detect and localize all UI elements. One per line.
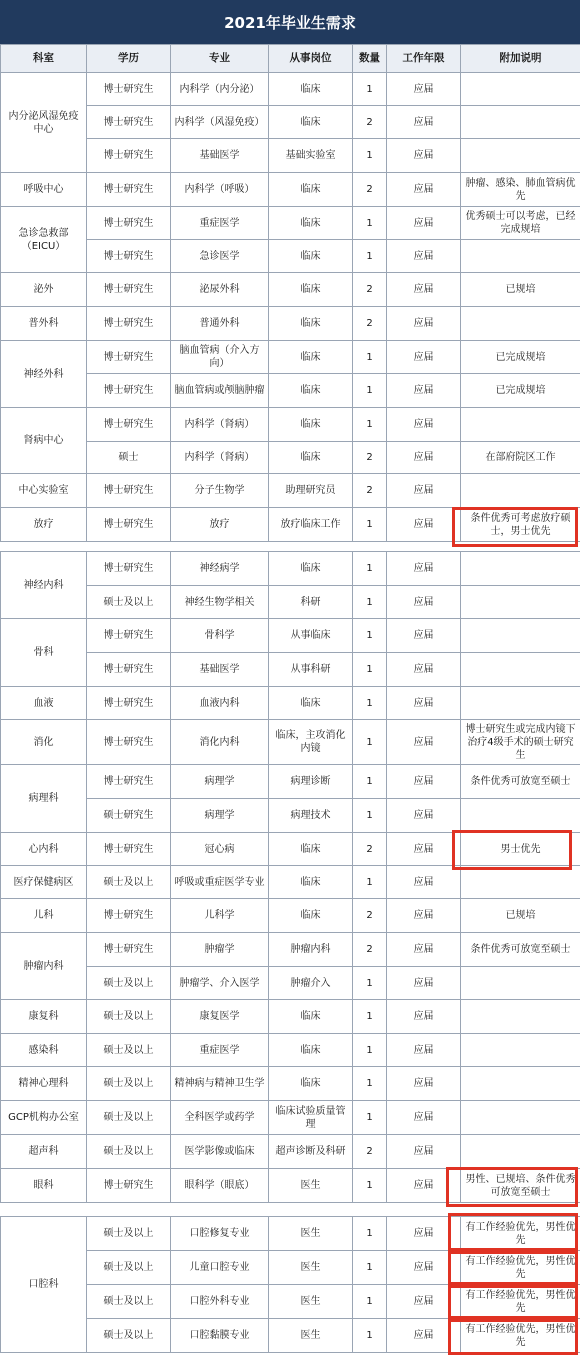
major-cell: 口腔黏膜专业 bbox=[171, 1319, 269, 1353]
position-cell: 临床 bbox=[269, 866, 353, 899]
table-section-3 bbox=[0, 1216, 580, 1353]
dept-cell: 内分泌风湿免疫中心 bbox=[1, 73, 87, 173]
count-cell: 1 bbox=[353, 586, 387, 619]
major-header: 专业 bbox=[171, 45, 269, 73]
table-row bbox=[1, 508, 580, 542]
experience-cell: 应届 bbox=[387, 967, 461, 1000]
count-cell: 1 bbox=[353, 240, 387, 273]
dept-cell: 放疗 bbox=[1, 508, 87, 542]
table-row bbox=[1, 408, 580, 442]
notes-cell: 有工作经验优先，男性优先 bbox=[461, 1285, 580, 1319]
count-cell: 2 bbox=[353, 273, 387, 307]
position-cell: 放疗临床工作 bbox=[269, 508, 353, 542]
position-cell: 医生 bbox=[269, 1285, 353, 1319]
table-row bbox=[1, 687, 580, 720]
count-cell: 1 bbox=[353, 508, 387, 542]
notes-cell bbox=[461, 1034, 580, 1067]
notes-cell: 条件优秀可放宽至硕士 bbox=[461, 933, 580, 967]
count-cell: 1 bbox=[353, 207, 387, 240]
count-cell: 1 bbox=[353, 720, 387, 765]
notes-cell: 肿瘤、感染、肺血管病优先 bbox=[461, 173, 580, 207]
major-cell: 神经病学 bbox=[171, 552, 269, 586]
experience-cell: 应届 bbox=[387, 474, 461, 508]
position-cell: 肿瘤介入 bbox=[269, 967, 353, 1000]
notes-cell: 有工作经验优先，男性优先 bbox=[461, 1319, 580, 1353]
degree-cell: 博士研究生 bbox=[87, 619, 171, 653]
experience-cell: 应届 bbox=[387, 1135, 461, 1169]
count-cell: 1 bbox=[353, 552, 387, 586]
table-row bbox=[1, 552, 580, 586]
table-row bbox=[1, 933, 580, 967]
position-cell: 临床 bbox=[269, 374, 353, 408]
degree-cell: 博士研究生 bbox=[87, 139, 171, 173]
notes-cell bbox=[461, 552, 580, 586]
experience-cell: 应届 bbox=[387, 1285, 461, 1319]
dept-cell: 医疗保健病区 bbox=[1, 866, 87, 899]
major-cell: 医学影像或临床 bbox=[171, 1135, 269, 1169]
position-cell: 医生 bbox=[269, 1169, 353, 1203]
dept-header: 科室 bbox=[1, 45, 87, 73]
notes-cell: 已规培 bbox=[461, 273, 580, 307]
degree-cell: 博士研究生 bbox=[87, 653, 171, 687]
degree-cell: 博士研究生 bbox=[87, 173, 171, 207]
degree-cell: 博士研究生 bbox=[87, 720, 171, 765]
degree-cell: 博士研究生 bbox=[87, 207, 171, 240]
table-row bbox=[1, 1319, 580, 1353]
count-cell: 2 bbox=[353, 173, 387, 207]
dept-cell: 神经外科 bbox=[1, 341, 87, 408]
count-cell: 1 bbox=[353, 765, 387, 799]
table-row bbox=[1, 1000, 580, 1034]
count-cell: 1 bbox=[353, 341, 387, 374]
major-cell: 病理学 bbox=[171, 799, 269, 833]
notes-cell bbox=[461, 307, 580, 341]
degree-cell: 博士研究生 bbox=[87, 508, 171, 542]
notes-cell bbox=[461, 653, 580, 687]
table-row bbox=[1, 207, 580, 240]
table-row bbox=[1, 273, 580, 307]
experience-cell: 应届 bbox=[387, 307, 461, 341]
position-cell: 临床试验质量管理 bbox=[269, 1101, 353, 1135]
major-cell: 内科学（内分泌） bbox=[171, 73, 269, 106]
count-cell: 1 bbox=[353, 73, 387, 106]
experience-cell: 应届 bbox=[387, 1169, 461, 1203]
major-cell: 全科医学或药学 bbox=[171, 1101, 269, 1135]
experience-cell: 应届 bbox=[387, 341, 461, 374]
count-cell: 1 bbox=[353, 1101, 387, 1135]
table-row bbox=[1, 1101, 580, 1135]
table-header-row bbox=[1, 45, 580, 73]
notes-cell: 条件优秀可考虑放疗硕士，男士优先 bbox=[461, 508, 580, 542]
dept-cell: 泌外 bbox=[1, 273, 87, 307]
experience-cell: 应届 bbox=[387, 1319, 461, 1353]
degree-cell: 博士研究生 bbox=[87, 106, 171, 139]
notes-cell bbox=[461, 866, 580, 899]
table-row bbox=[1, 799, 580, 833]
major-cell: 肿瘤学、介入医学 bbox=[171, 967, 269, 1000]
notes-cell: 男性、已规培、条件优秀可放宽至硕士 bbox=[461, 1169, 580, 1203]
experience-cell: 应届 bbox=[387, 1101, 461, 1135]
count-cell: 2 bbox=[353, 307, 387, 341]
position-cell: 病理技术 bbox=[269, 799, 353, 833]
position-cell: 临床 bbox=[269, 833, 353, 866]
major-cell: 肿瘤学 bbox=[171, 933, 269, 967]
count-cell: 2 bbox=[353, 933, 387, 967]
position-cell: 临床，主攻消化内镜 bbox=[269, 720, 353, 765]
position-cell: 临床 bbox=[269, 899, 353, 933]
experience-cell: 应届 bbox=[387, 899, 461, 933]
major-cell: 呼吸或重症医学专业 bbox=[171, 866, 269, 899]
dept-cell: 呼吸中心 bbox=[1, 173, 87, 207]
position-cell: 医生 bbox=[269, 1251, 353, 1285]
experience-cell: 应届 bbox=[387, 106, 461, 139]
major-cell: 儿科学 bbox=[171, 899, 269, 933]
table-row bbox=[1, 240, 580, 273]
dept-cell: 急诊急救部（EICU） bbox=[1, 207, 87, 273]
dept-cell: 心内科 bbox=[1, 833, 87, 866]
dept-cell: 感染科 bbox=[1, 1034, 87, 1067]
count-cell: 1 bbox=[353, 653, 387, 687]
experience-cell: 应届 bbox=[387, 552, 461, 586]
notes-cell bbox=[461, 139, 580, 173]
position-cell: 临床 bbox=[269, 1067, 353, 1101]
experience-cell: 应届 bbox=[387, 273, 461, 307]
degree-cell: 博士研究生 bbox=[87, 933, 171, 967]
position-cell: 从事科研 bbox=[269, 653, 353, 687]
degree-cell: 硕士及以上 bbox=[87, 967, 171, 1000]
degree-header: 学历 bbox=[87, 45, 171, 73]
experience-cell: 应届 bbox=[387, 1034, 461, 1067]
major-cell: 口腔外科专业 bbox=[171, 1285, 269, 1319]
major-cell: 基础医学 bbox=[171, 139, 269, 173]
position-cell: 从事临床 bbox=[269, 619, 353, 653]
position-header: 从事岗位 bbox=[269, 45, 353, 73]
degree-cell: 博士研究生 bbox=[87, 899, 171, 933]
experience-cell: 应届 bbox=[387, 1251, 461, 1285]
notes-cell: 优秀硕士可以考虑，已经完成规培 bbox=[461, 207, 580, 240]
notes-cell: 已完成规培 bbox=[461, 341, 580, 374]
major-cell: 血液内科 bbox=[171, 687, 269, 720]
experience-cell: 应届 bbox=[387, 508, 461, 542]
notes-cell: 有工作经验优先，男性优先 bbox=[461, 1217, 580, 1251]
degree-cell: 硕士及以上 bbox=[87, 1251, 171, 1285]
table-row bbox=[1, 106, 580, 139]
notes-cell bbox=[461, 687, 580, 720]
count-cell: 1 bbox=[353, 866, 387, 899]
degree-cell: 博士研究生 bbox=[87, 552, 171, 586]
degree-cell: 博士研究生 bbox=[87, 474, 171, 508]
experience-cell: 应届 bbox=[387, 653, 461, 687]
position-cell: 临床 bbox=[269, 240, 353, 273]
notes-header: 附加说明 bbox=[461, 45, 580, 73]
major-cell: 脑血管病（介入方向） bbox=[171, 341, 269, 374]
count-cell: 1 bbox=[353, 1034, 387, 1067]
count-cell: 1 bbox=[353, 1000, 387, 1034]
dept-cell: 超声科 bbox=[1, 1135, 87, 1169]
table-row bbox=[1, 1251, 580, 1285]
table-row bbox=[1, 139, 580, 173]
experience-cell: 应届 bbox=[387, 139, 461, 173]
table-section-2 bbox=[0, 551, 580, 1203]
dept-cell: 康复科 bbox=[1, 1000, 87, 1034]
notes-cell bbox=[461, 1135, 580, 1169]
experience-cell: 应届 bbox=[387, 374, 461, 408]
major-cell: 病理学 bbox=[171, 765, 269, 799]
major-cell: 冠心病 bbox=[171, 833, 269, 866]
notes-cell: 男士优先 bbox=[461, 833, 580, 866]
count-header: 数量 bbox=[353, 45, 387, 73]
degree-cell: 博士研究生 bbox=[87, 408, 171, 442]
dept-cell: 神经内科 bbox=[1, 552, 87, 619]
count-cell: 1 bbox=[353, 687, 387, 720]
major-cell: 基础医学 bbox=[171, 653, 269, 687]
position-cell: 临床 bbox=[269, 408, 353, 442]
major-cell: 重症医学 bbox=[171, 207, 269, 240]
degree-cell: 博士研究生 bbox=[87, 307, 171, 341]
degree-cell: 博士研究生 bbox=[87, 341, 171, 374]
table-row bbox=[1, 341, 580, 374]
count-cell: 1 bbox=[353, 967, 387, 1000]
degree-cell: 硕士及以上 bbox=[87, 1034, 171, 1067]
degree-cell: 硕士研究生 bbox=[87, 799, 171, 833]
major-cell: 精神病与精神卫生学 bbox=[171, 1067, 269, 1101]
major-cell: 分子生物学 bbox=[171, 474, 269, 508]
major-cell: 内科学（呼吸） bbox=[171, 173, 269, 207]
major-cell: 儿童口腔专业 bbox=[171, 1251, 269, 1285]
degree-cell: 硕士 bbox=[87, 442, 171, 474]
degree-cell: 博士研究生 bbox=[87, 765, 171, 799]
notes-cell bbox=[461, 106, 580, 139]
position-cell: 病理诊断 bbox=[269, 765, 353, 799]
experience-cell: 应届 bbox=[387, 765, 461, 799]
dept-cell: GCP机构办公室 bbox=[1, 1101, 87, 1135]
count-cell: 1 bbox=[353, 1285, 387, 1319]
table-row bbox=[1, 307, 580, 341]
count-cell: 1 bbox=[353, 1067, 387, 1101]
major-cell: 普通外科 bbox=[171, 307, 269, 341]
table-row bbox=[1, 1217, 580, 1251]
table-row bbox=[1, 474, 580, 508]
major-cell: 脑血管病或颅脑肿瘤 bbox=[171, 374, 269, 408]
major-cell: 消化内科 bbox=[171, 720, 269, 765]
experience-header: 工作年限 bbox=[387, 45, 461, 73]
table-row bbox=[1, 173, 580, 207]
count-cell: 2 bbox=[353, 106, 387, 139]
table-row bbox=[1, 866, 580, 899]
experience-cell: 应届 bbox=[387, 408, 461, 442]
experience-cell: 应届 bbox=[387, 720, 461, 765]
position-cell: 基础实验室 bbox=[269, 139, 353, 173]
experience-cell: 应届 bbox=[387, 933, 461, 967]
position-cell: 临床 bbox=[269, 207, 353, 240]
table-section-1 bbox=[0, 44, 580, 542]
degree-cell: 硕士及以上 bbox=[87, 1000, 171, 1034]
experience-cell: 应届 bbox=[387, 207, 461, 240]
position-cell: 医生 bbox=[269, 1319, 353, 1353]
major-cell: 骨科学 bbox=[171, 619, 269, 653]
notes-cell: 已规培 bbox=[461, 899, 580, 933]
dept-cell: 消化 bbox=[1, 720, 87, 765]
count-cell: 1 bbox=[353, 374, 387, 408]
major-cell: 口腔修复专业 bbox=[171, 1217, 269, 1251]
degree-cell: 硕士及以上 bbox=[87, 1067, 171, 1101]
position-cell: 临床 bbox=[269, 442, 353, 474]
experience-cell: 应届 bbox=[387, 173, 461, 207]
dept-cell: 口腔科 bbox=[1, 1217, 87, 1353]
major-cell: 急诊医学 bbox=[171, 240, 269, 273]
position-cell: 临床 bbox=[269, 1034, 353, 1067]
table-row bbox=[1, 1067, 580, 1101]
position-cell: 超声诊断及科研 bbox=[269, 1135, 353, 1169]
position-cell: 科研 bbox=[269, 586, 353, 619]
position-cell: 临床 bbox=[269, 687, 353, 720]
notes-cell bbox=[461, 1101, 580, 1135]
position-cell: 临床 bbox=[269, 1000, 353, 1034]
experience-cell: 应届 bbox=[387, 833, 461, 866]
count-cell: 1 bbox=[353, 139, 387, 173]
position-cell: 临床 bbox=[269, 106, 353, 139]
notes-cell bbox=[461, 1067, 580, 1101]
major-cell: 眼科学（眼底） bbox=[171, 1169, 269, 1203]
notes-cell: 有工作经验优先，男性优先 bbox=[461, 1251, 580, 1285]
degree-cell: 博士研究生 bbox=[87, 1169, 171, 1203]
table-row bbox=[1, 720, 580, 765]
table-row bbox=[1, 1034, 580, 1067]
experience-cell: 应届 bbox=[387, 442, 461, 474]
degree-cell: 硕士及以上 bbox=[87, 866, 171, 899]
experience-cell: 应届 bbox=[387, 1217, 461, 1251]
table-row bbox=[1, 586, 580, 619]
degree-cell: 硕士及以上 bbox=[87, 1319, 171, 1353]
count-cell: 2 bbox=[353, 1135, 387, 1169]
table-row bbox=[1, 899, 580, 933]
dept-cell: 病理科 bbox=[1, 765, 87, 833]
notes-cell bbox=[461, 73, 580, 106]
notes-cell: 已完成规培 bbox=[461, 374, 580, 408]
notes-cell: 博士研究生或完成内镜下治疗4级手术的硕士研究生 bbox=[461, 720, 580, 765]
dept-cell: 肾病中心 bbox=[1, 408, 87, 474]
experience-cell: 应届 bbox=[387, 799, 461, 833]
degree-cell: 硕士及以上 bbox=[87, 1285, 171, 1319]
dept-cell: 中心实验室 bbox=[1, 474, 87, 508]
position-cell: 肿瘤内科 bbox=[269, 933, 353, 967]
notes-cell bbox=[461, 586, 580, 619]
table-row bbox=[1, 374, 580, 408]
count-cell: 1 bbox=[353, 619, 387, 653]
count-cell: 1 bbox=[353, 1319, 387, 1353]
notes-cell: 条件优秀可放宽至硕士 bbox=[461, 765, 580, 799]
dept-cell: 普外科 bbox=[1, 307, 87, 341]
degree-cell: 博士研究生 bbox=[87, 687, 171, 720]
degree-cell: 博士研究生 bbox=[87, 374, 171, 408]
count-cell: 1 bbox=[353, 1217, 387, 1251]
dept-cell: 精神心理科 bbox=[1, 1067, 87, 1101]
notes-cell bbox=[461, 474, 580, 508]
table-row bbox=[1, 833, 580, 866]
degree-cell: 硕士及以上 bbox=[87, 1135, 171, 1169]
major-cell: 放疗 bbox=[171, 508, 269, 542]
position-cell: 医生 bbox=[269, 1217, 353, 1251]
dept-cell: 骨科 bbox=[1, 619, 87, 687]
table-row bbox=[1, 765, 580, 799]
degree-cell: 博士研究生 bbox=[87, 240, 171, 273]
notes-cell: 在部府院区工作 bbox=[461, 442, 580, 474]
experience-cell: 应届 bbox=[387, 240, 461, 273]
position-cell: 临床 bbox=[269, 273, 353, 307]
count-cell: 1 bbox=[353, 1169, 387, 1203]
notes-cell bbox=[461, 799, 580, 833]
degree-cell: 博士研究生 bbox=[87, 73, 171, 106]
major-cell: 内科学（肾病） bbox=[171, 442, 269, 474]
experience-cell: 应届 bbox=[387, 1000, 461, 1034]
table-row bbox=[1, 653, 580, 687]
table-row bbox=[1, 1135, 580, 1169]
table-row bbox=[1, 73, 580, 106]
position-cell: 临床 bbox=[269, 307, 353, 341]
position-cell: 临床 bbox=[269, 173, 353, 207]
experience-cell: 应届 bbox=[387, 586, 461, 619]
major-cell: 泌尿外科 bbox=[171, 273, 269, 307]
experience-cell: 应届 bbox=[387, 1067, 461, 1101]
dept-cell: 儿科 bbox=[1, 899, 87, 933]
degree-cell: 硕士及以上 bbox=[87, 1101, 171, 1135]
count-cell: 2 bbox=[353, 833, 387, 866]
count-cell: 2 bbox=[353, 899, 387, 933]
position-cell: 助理研究员 bbox=[269, 474, 353, 508]
major-cell: 内科学（肾病） bbox=[171, 408, 269, 442]
major-cell: 神经生物学相关 bbox=[171, 586, 269, 619]
notes-cell bbox=[461, 408, 580, 442]
count-cell: 1 bbox=[353, 799, 387, 833]
dept-cell: 眼科 bbox=[1, 1169, 87, 1203]
dept-cell: 肿瘤内科 bbox=[1, 933, 87, 1000]
page-title: 2021年毕业生需求 bbox=[0, 0, 580, 44]
degree-cell: 硕士及以上 bbox=[87, 1217, 171, 1251]
table-row bbox=[1, 442, 580, 474]
degree-cell: 硕士及以上 bbox=[87, 586, 171, 619]
experience-cell: 应届 bbox=[387, 619, 461, 653]
count-cell: 2 bbox=[353, 474, 387, 508]
degree-cell: 博士研究生 bbox=[87, 273, 171, 307]
degree-cell: 博士研究生 bbox=[87, 833, 171, 866]
experience-cell: 应届 bbox=[387, 73, 461, 106]
notes-cell bbox=[461, 240, 580, 273]
dept-cell: 血液 bbox=[1, 687, 87, 720]
major-cell: 重症医学 bbox=[171, 1034, 269, 1067]
position-cell: 临床 bbox=[269, 341, 353, 374]
notes-cell bbox=[461, 619, 580, 653]
count-cell: 1 bbox=[353, 408, 387, 442]
notes-cell bbox=[461, 967, 580, 1000]
major-cell: 内科学（风湿免疫） bbox=[171, 106, 269, 139]
experience-cell: 应届 bbox=[387, 687, 461, 720]
table-row bbox=[1, 1169, 580, 1203]
table-row bbox=[1, 967, 580, 1000]
table-row bbox=[1, 619, 580, 653]
table-row bbox=[1, 1285, 580, 1319]
position-cell: 临床 bbox=[269, 73, 353, 106]
major-cell: 康复医学 bbox=[171, 1000, 269, 1034]
experience-cell: 应届 bbox=[387, 866, 461, 899]
count-cell: 2 bbox=[353, 442, 387, 474]
position-cell: 临床 bbox=[269, 552, 353, 586]
notes-cell bbox=[461, 1000, 580, 1034]
count-cell: 1 bbox=[353, 1251, 387, 1285]
